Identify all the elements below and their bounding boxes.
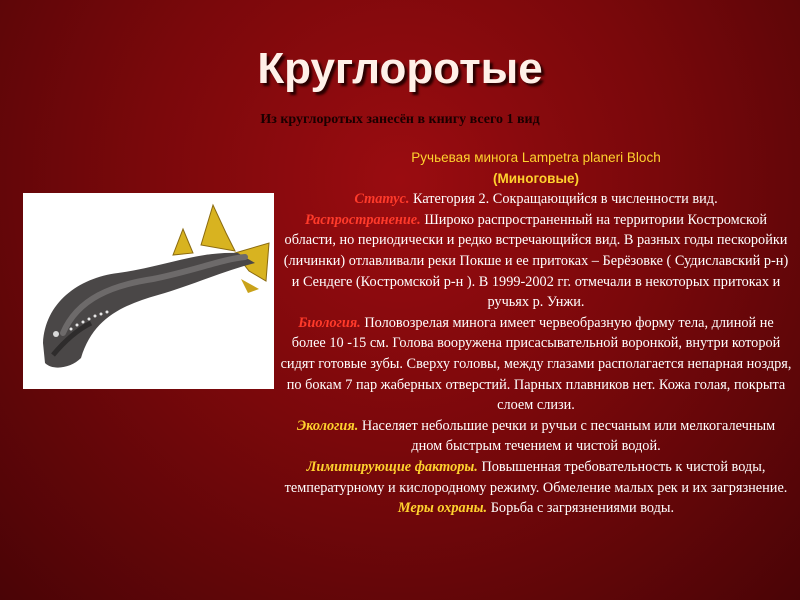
protection-paragraph	[280, 498, 792, 519]
species-heading	[280, 148, 792, 189]
slide-title: Круглоротые	[257, 44, 543, 93]
limiting-factors-paragraph	[280, 457, 792, 498]
limiting-factors-label: Лимитирующие факторы.	[306, 458, 478, 475]
ecology-label: Экология.	[296, 417, 359, 434]
biology-paragraph	[280, 313, 792, 416]
distribution-label: Распространение.	[304, 211, 421, 228]
biology-text: Половозрелая минога имеет червеобразную форму тела, длиной не более 10 -15 см. Голова вооружена присасывательной воронкой, внутри которой сидят готовые зубы. Сверху головы, между глазами располагается непарная ноздря, по бокам 7 пар жаберных отверстий. Парных плавников нет. Кожа голая, покрыта слоем слизи.	[280, 314, 792, 414]
lamprey-image	[23, 193, 274, 389]
lamprey-icon	[23, 193, 274, 389]
distribution-text: Широко распространенный на территории Костромской области, но периодически и редко встречающийся вид. В разных годы пескоройки (личинки) отлавливали реки Покше и ее притоках – Берёзовке ( Судиславский р-н) и Сендеге (Костромской р-н ). В 1999-2002 гг. отмечали в некоторых притоках и ручьях р. Унжи.	[283, 211, 789, 311]
species-family: (Миноговые)	[493, 170, 579, 186]
protection-label: Меры охраны.	[397, 500, 488, 517]
slide-subtitle: Из круглоротых занесён в книгу всего 1 вид	[260, 112, 540, 127]
ecology-paragraph	[280, 416, 792, 457]
species-description	[280, 148, 792, 519]
protection-text: Борьба с загрязнениями воды.	[490, 500, 675, 517]
ecology-text: Населяет небольшие речки и ручьи с песчаным или мелкогалечным дном быстрым течением и чистой водой.	[361, 417, 776, 455]
distribution-paragraph	[280, 210, 792, 313]
status-label: Статус.	[354, 191, 410, 208]
biology-label: Биология.	[298, 314, 361, 331]
status-text: Категория 2. Сокращающийся в численности вид.	[412, 191, 718, 208]
species-name: Ручьевая минога Lampetra planeri Bloch	[411, 150, 661, 165]
limiting-factors-text: Повышенная требовательность к чистой воды, температурному и кислородному режиму. Обмеление малых рек и их загрязнение.	[284, 458, 788, 496]
status-paragraph	[280, 189, 792, 210]
